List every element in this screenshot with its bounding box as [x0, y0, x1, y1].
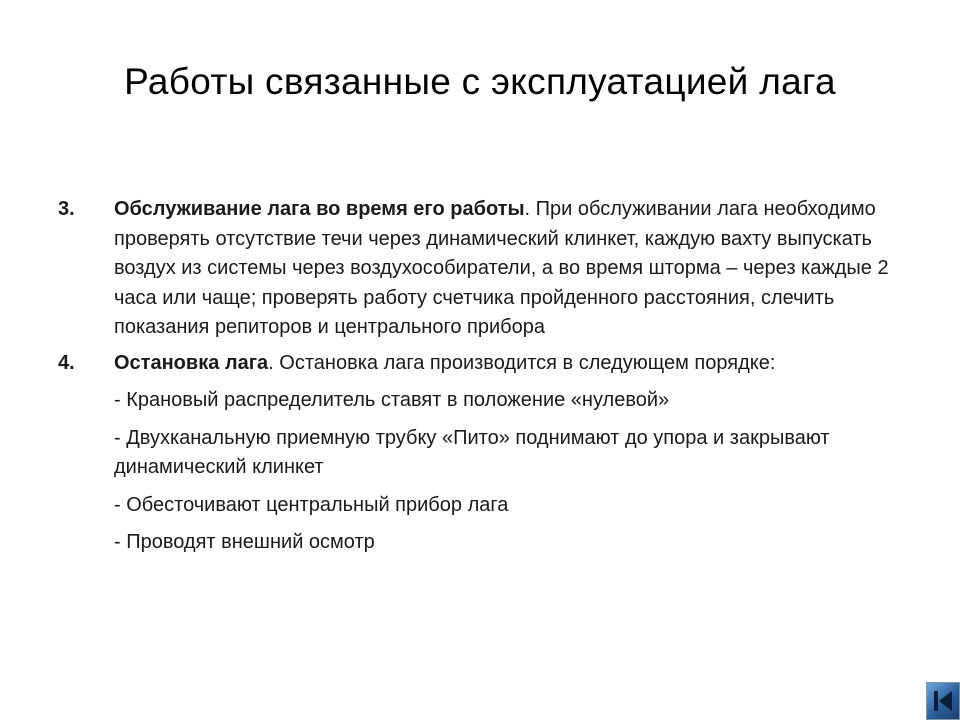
slide-content [58, 195, 908, 558]
item-text: . При обслуживании лага необходимо проверять отсутствие течи через динамический клинкет, каждую вахту выпускать воздух из системы через воздухособиратели, а во время шторма – через каждые 2 часа или чаще; проверять работу счетчика пройденного расстояния, слечить показания репиторов и центрального прибора [114, 198, 889, 338]
sub-item: - Крановый распределитель ставят в положение «нулевой» [114, 389, 670, 411]
item-number: 3. [58, 198, 75, 220]
sub-item: - Проводят внешний осмотр [114, 531, 375, 553]
item-number: 4. [58, 351, 75, 374]
item-text: . Остановка лага производится в следующем порядке: [268, 351, 776, 374]
sub-item: - Двухканальную приемную трубку «Пито» поднимают до упора и закрывают динамический клинкет [114, 426, 830, 478]
item-heading: Обслуживание лага во время его работы [114, 198, 525, 220]
item-heading: Остановка лага [114, 351, 269, 374]
first-slide-button[interactable] [926, 682, 960, 720]
skip-to-first-icon [927, 683, 959, 719]
slide-title: Работы связанные с эксплуатацией лага [124, 61, 836, 102]
slide-navigation [916, 680, 960, 720]
list-item-4 [58, 349, 908, 558]
list-item-3 [58, 195, 908, 343]
sub-item: - Обесточивают центральный прибор лага [114, 493, 509, 516]
